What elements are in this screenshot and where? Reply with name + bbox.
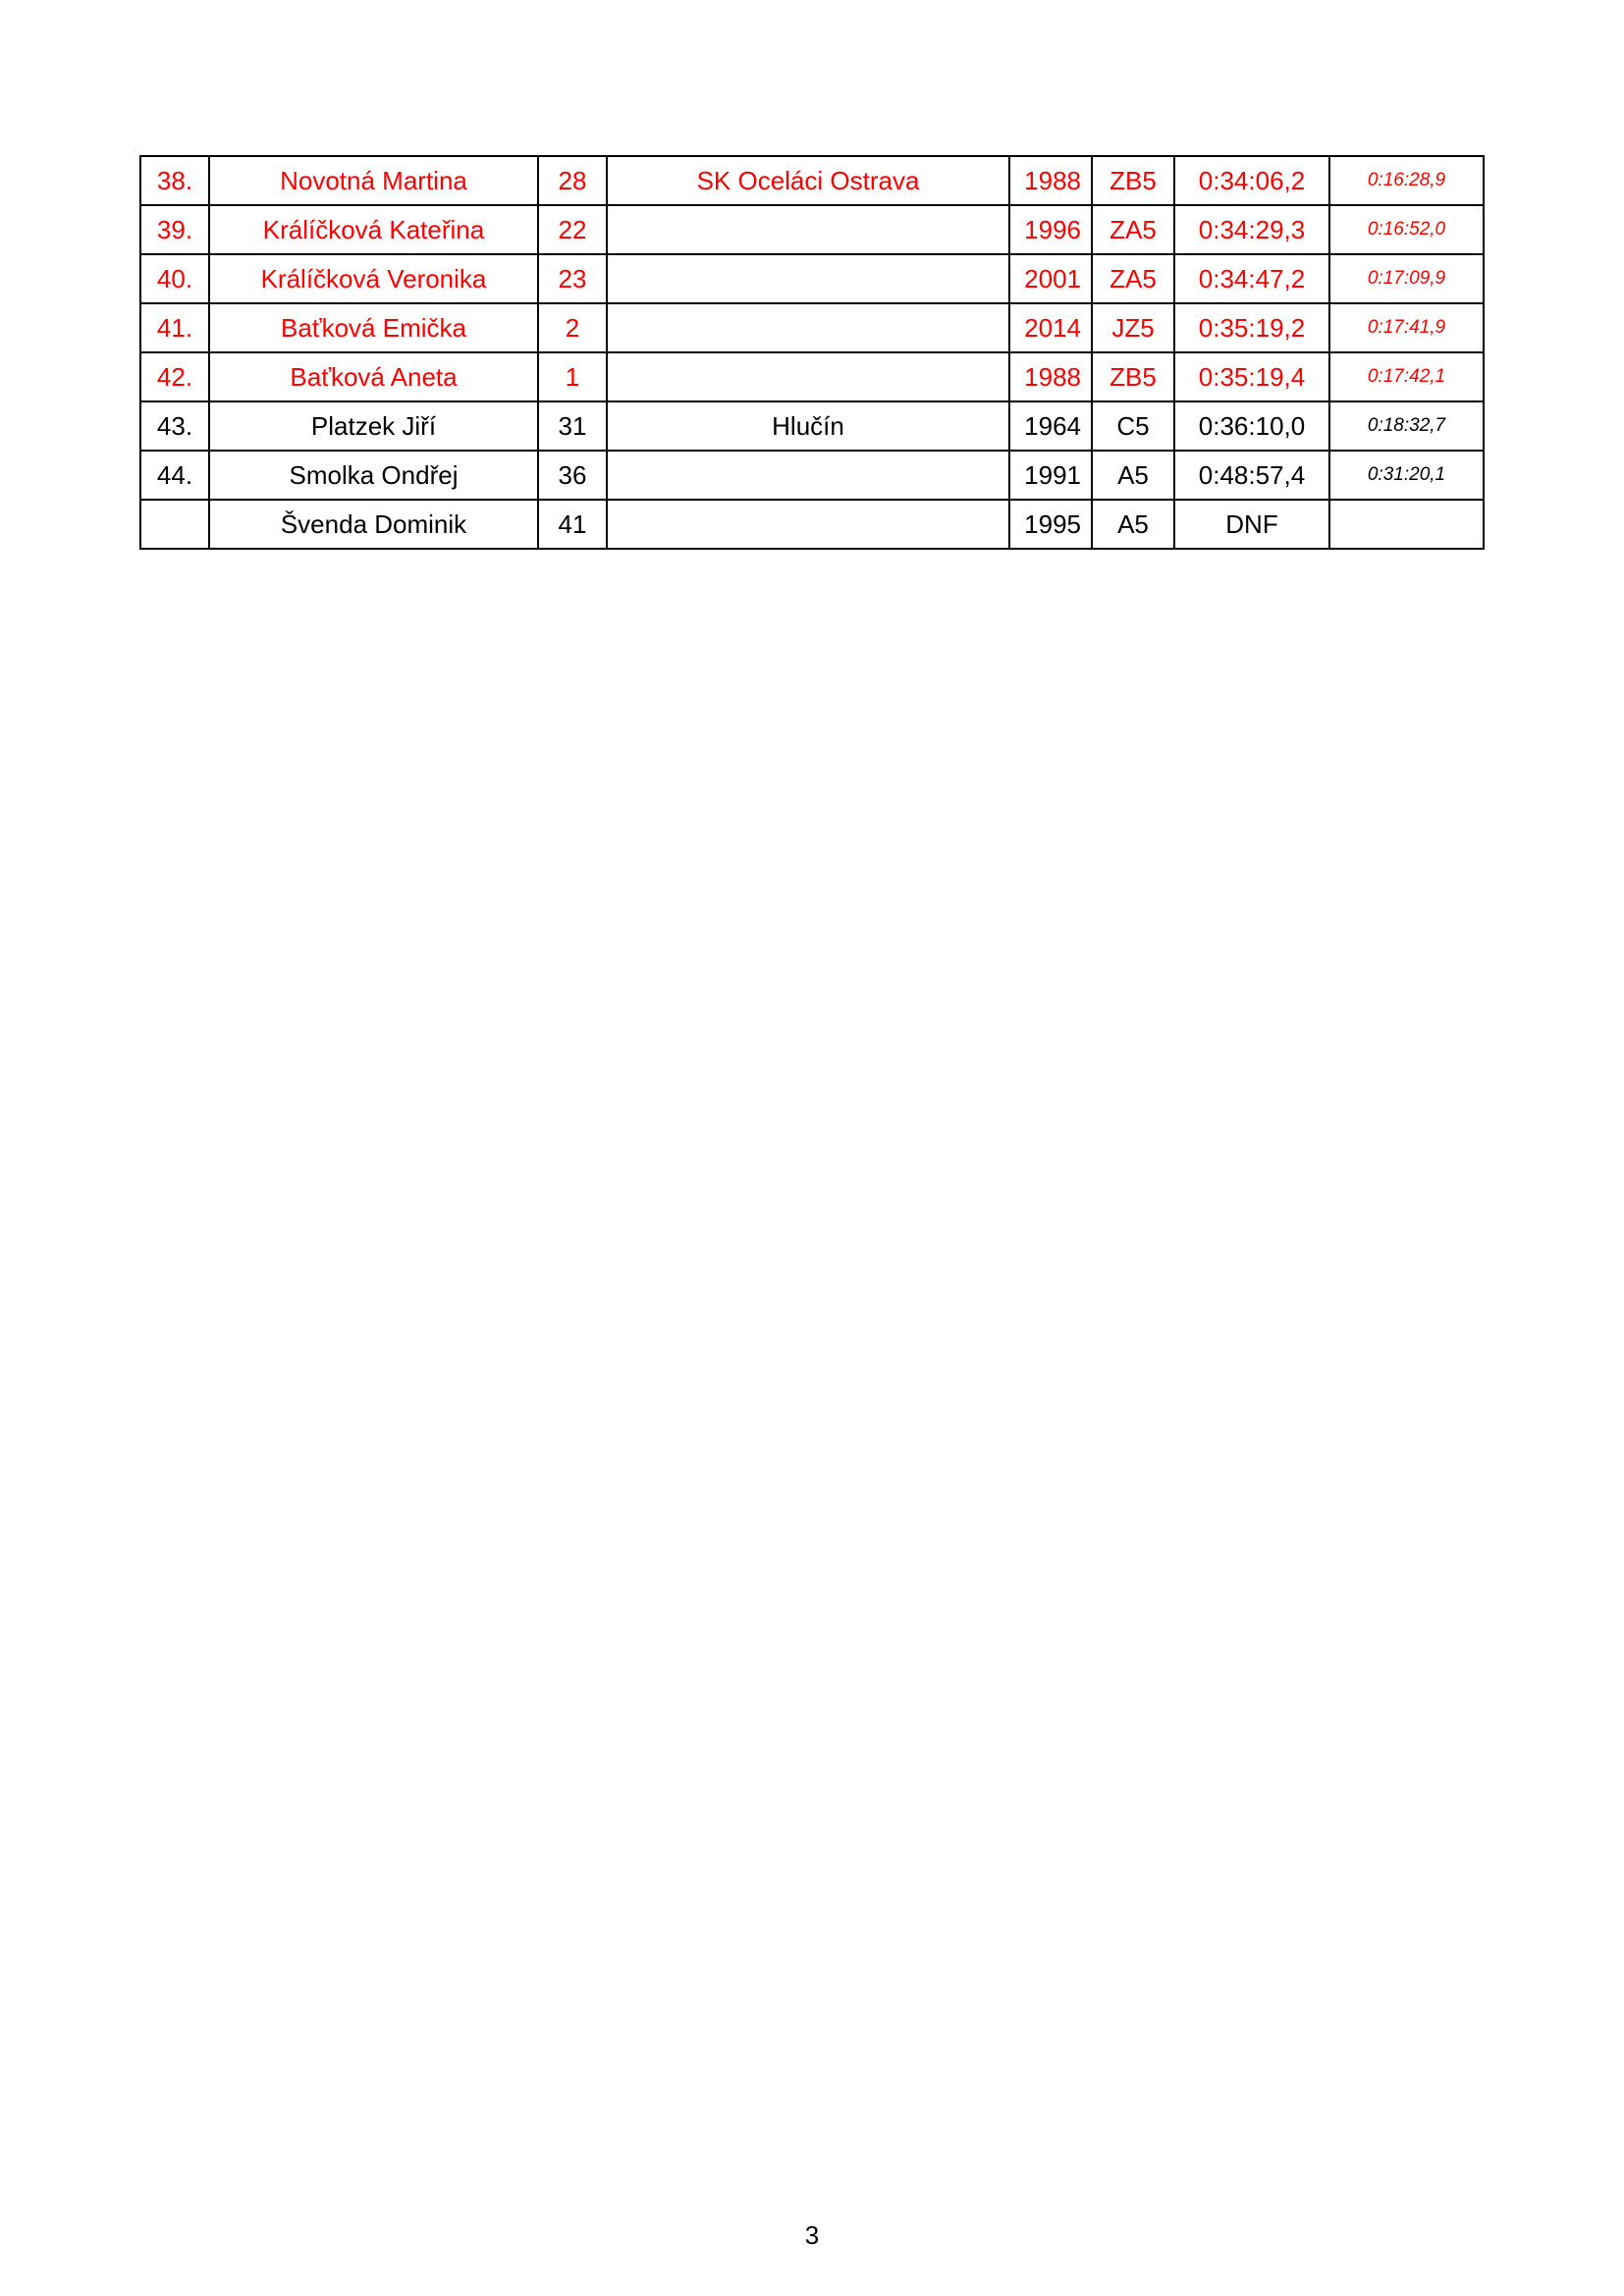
category-cell: ZB5	[1092, 156, 1174, 205]
name-cell: Králíčková Veronika	[209, 254, 538, 303]
time-cell: DNF	[1174, 500, 1329, 549]
table-row	[140, 254, 1484, 303]
club-cell	[607, 303, 1009, 352]
table-row	[140, 401, 1484, 451]
time-cell: 0:48:57,4	[1174, 451, 1329, 500]
diff-cell: 0:17:09,9	[1329, 254, 1484, 303]
name-cell: Novotná Martina	[209, 156, 538, 205]
place-cell: 42.	[140, 352, 209, 401]
time-cell: 0:35:19,4	[1174, 352, 1329, 401]
time-cell: 0:36:10,0	[1174, 401, 1329, 451]
category-cell: A5	[1092, 451, 1174, 500]
table-row	[140, 156, 1484, 205]
club-cell	[607, 254, 1009, 303]
category-cell: JZ5	[1092, 303, 1174, 352]
place-cell: 40.	[140, 254, 209, 303]
year-cell: 1995	[1009, 500, 1092, 549]
bib-cell: 36	[538, 451, 607, 500]
bib-cell: 31	[538, 401, 607, 451]
table-row	[140, 500, 1484, 549]
diff-cell	[1329, 500, 1484, 549]
place-cell: 39.	[140, 205, 209, 254]
time-cell: 0:34:29,3	[1174, 205, 1329, 254]
year-cell: 1988	[1009, 156, 1092, 205]
year-cell: 1964	[1009, 401, 1092, 451]
club-cell	[607, 205, 1009, 254]
bib-cell: 23	[538, 254, 607, 303]
table-row	[140, 352, 1484, 401]
name-cell: Králíčková Kateřina	[209, 205, 538, 254]
bib-cell: 2	[538, 303, 607, 352]
category-cell: ZB5	[1092, 352, 1174, 401]
category-cell: A5	[1092, 500, 1174, 549]
place-cell	[140, 500, 209, 549]
year-cell: 1991	[1009, 451, 1092, 500]
category-cell: C5	[1092, 401, 1174, 451]
diff-cell: 0:16:28,9	[1329, 156, 1484, 205]
time-cell: 0:35:19,2	[1174, 303, 1329, 352]
diff-cell: 0:31:20,1	[1329, 451, 1484, 500]
club-cell: Hlučín	[607, 401, 1009, 451]
place-cell: 44.	[140, 451, 209, 500]
name-cell: Platzek Jiří	[209, 401, 538, 451]
year-cell: 1996	[1009, 205, 1092, 254]
diff-cell: 0:17:42,1	[1329, 352, 1484, 401]
name-cell: Švenda Dominik	[209, 500, 538, 549]
club-cell	[607, 500, 1009, 549]
club-cell	[607, 352, 1009, 401]
name-cell: Baťková Emička	[209, 303, 538, 352]
table-row	[140, 205, 1484, 254]
name-cell: Baťková Aneta	[209, 352, 538, 401]
diff-cell: 0:18:32,7	[1329, 401, 1484, 451]
club-cell	[607, 451, 1009, 500]
year-cell: 2001	[1009, 254, 1092, 303]
year-cell: 2014	[1009, 303, 1092, 352]
bib-cell: 41	[538, 500, 607, 549]
diff-cell: 0:17:41,9	[1329, 303, 1484, 352]
place-cell: 43.	[140, 401, 209, 451]
table-row	[140, 303, 1484, 352]
club-cell: SK Oceláci Ostrava	[607, 156, 1009, 205]
time-cell: 0:34:06,2	[1174, 156, 1329, 205]
diff-cell: 0:16:52,0	[1329, 205, 1484, 254]
bib-cell: 1	[538, 352, 607, 401]
table-row	[140, 451, 1484, 500]
year-cell: 1988	[1009, 352, 1092, 401]
category-cell: ZA5	[1092, 205, 1174, 254]
bib-cell: 22	[538, 205, 607, 254]
name-cell: Smolka Ondřej	[209, 451, 538, 500]
place-cell: 38.	[140, 156, 209, 205]
bib-cell: 28	[538, 156, 607, 205]
time-cell: 0:34:47,2	[1174, 254, 1329, 303]
results-table	[139, 155, 1485, 550]
place-cell: 41.	[140, 303, 209, 352]
page-number: 3	[804, 2220, 820, 2250]
category-cell: ZA5	[1092, 254, 1174, 303]
